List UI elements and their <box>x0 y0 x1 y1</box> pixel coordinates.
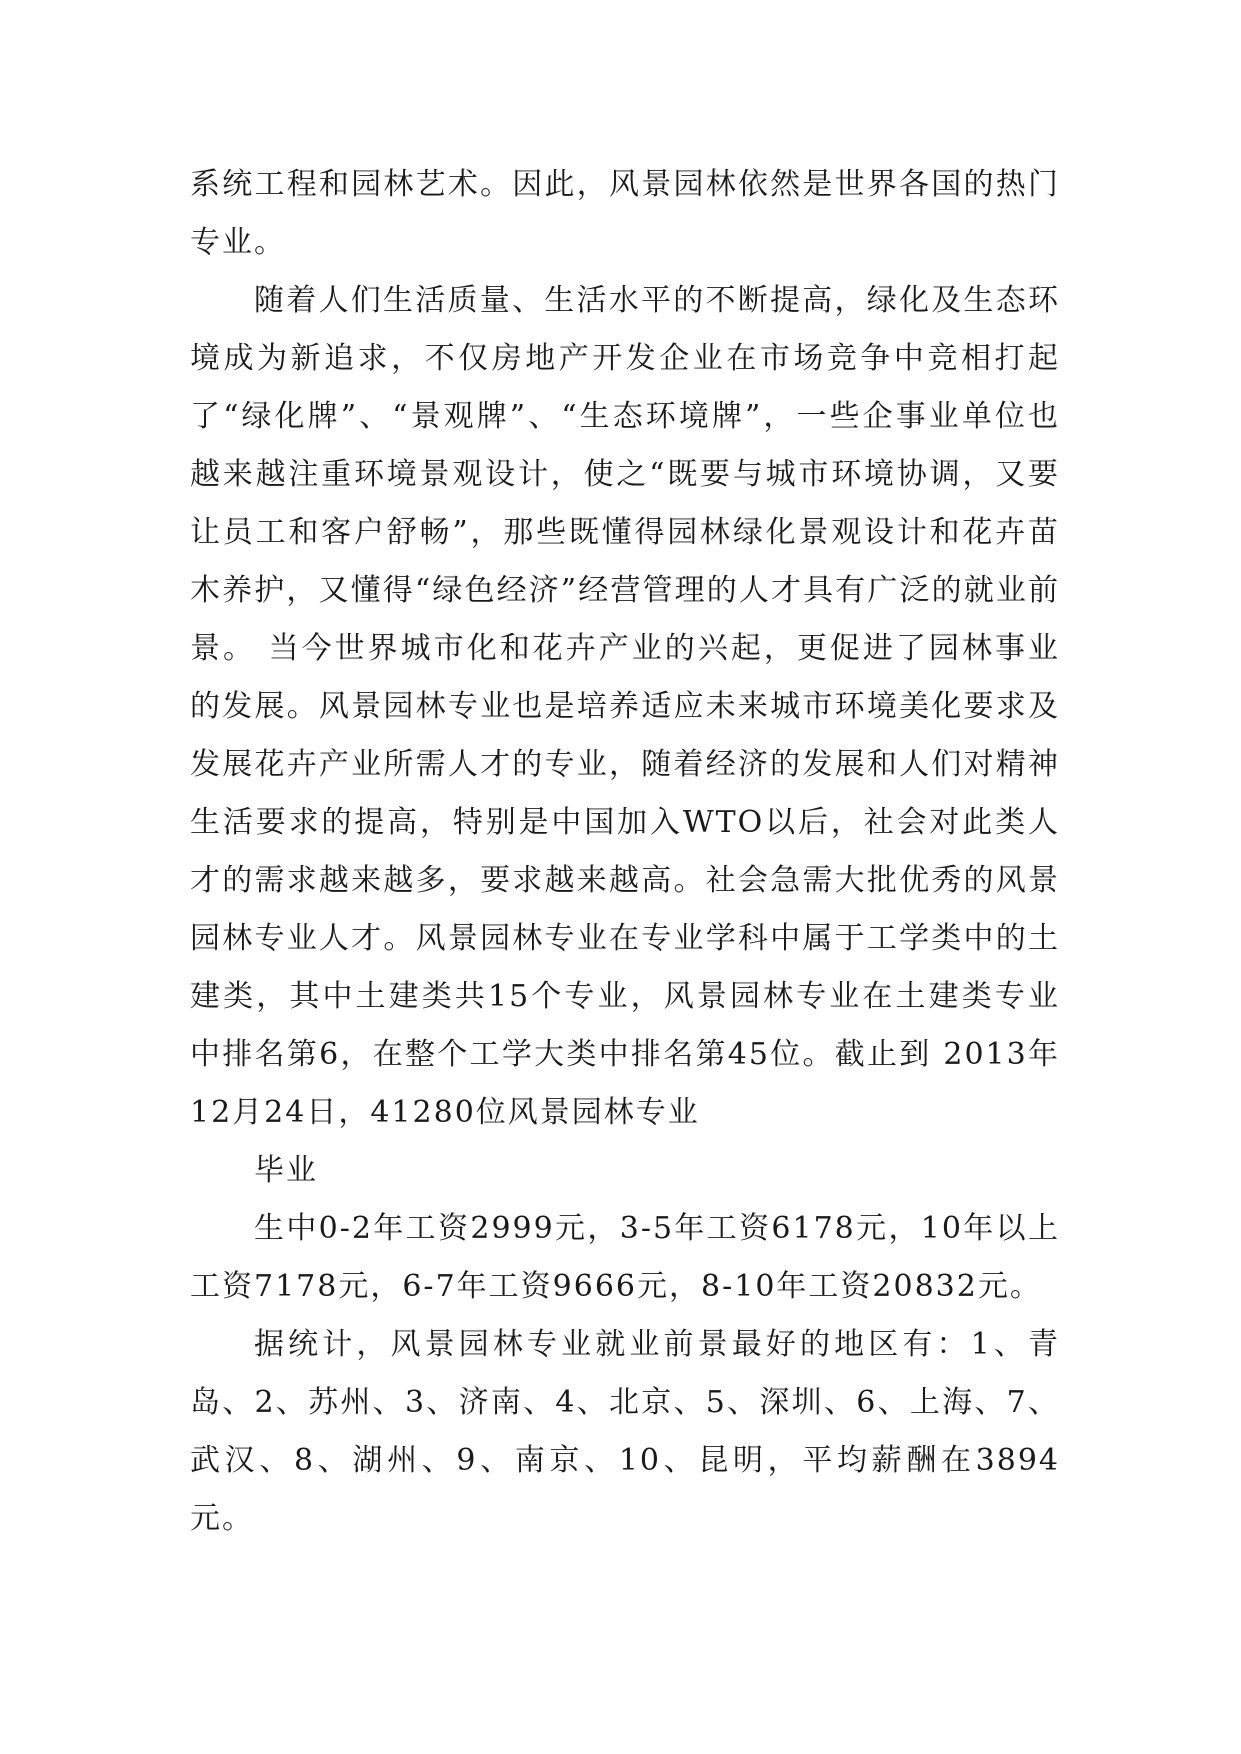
paragraph-salary-stats: 生中0-2年工资2999元，3-5年工资6178元，10年以上工资7178元，6-7年工资9666元，8-10年工资20832元。 <box>190 1211 1060 1304</box>
paragraph-graduate-label: 毕业 <box>254 1153 318 1188</box>
paragraph-employment-prospects: 随着人们生活质量、生活水平的不断提高，绿化及生态环境成为新追求，不仅房地产开发企业在市场竞争中竞相打起了“绿化牌”、“景观牌”、“生态环境牌”，一些企事业单位也越来越注重环境景观设计，使之“既要与城市环境协调，又要让员工和客户舒畅”，那些既懂得园林绿化景观设计和花卉苗木养护，又懂得“绿色经济”经营管理的人才具有广泛的就业前景。 当今世界城市化和花卉产业的兴起，更促进了园林事业的发展。风景园林专业也是培养适应未来城市环境美化要求及发展花卉产业所需人才的专业，随着经济的发展和人们对精神生活要求的提高，特别是中国加入WTO以后，社会对此类人才的需求越来越多，要求越来越高。社会急需大批优秀的风景园林专业人才。风景园林专业在专业学科中属于工学类中的土建类，其中土建类共15个专业，风景园林专业在土建类专业中排名第6，在整个工学大类中排名第45位。截止到 2013年12月24日，41280位风景园林专业 <box>190 283 1060 1130</box>
paragraph-top-regions: 据统计，风景园林专业就业前景最好的地区有：1、青岛、2、苏州、3、济南、4、北京、5、深圳、6、上海、7、武汉、8、湖州、9、南京、10、昆明，平均薪酬在3894元。 <box>190 1327 1060 1536</box>
paragraph-intro-continuation: 系统工程和园林艺术。因此，风景园林依然是世界各国的热门专业。 <box>190 167 1060 260</box>
document-body <box>190 156 1060 1548</box>
